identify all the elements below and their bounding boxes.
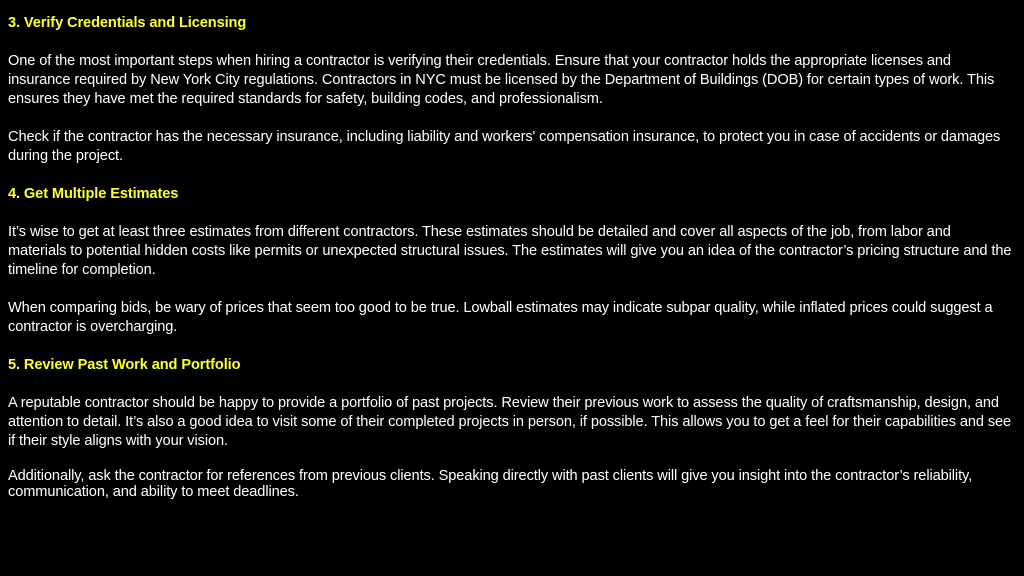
slide-content	[8, 14, 1012, 500]
spacer	[8, 33, 1012, 52]
paragraph-estimates-bids: When comparing bids, be wary of prices that seem too good to be true. Lowball estimates may indicate subpar quality, while inflated prices could suggest a contractor is overcharging.	[8, 300, 993, 335]
spacer	[8, 280, 1012, 299]
spacer	[8, 109, 1012, 128]
paragraph-credentials-intro: One of the most important steps when hiring a contractor is verifying their credentials. Ensure that your contractor holds the appropriate licenses and insurance required by New York City regulations. Contractors in NYC must be licensed by the Department of Buildings (DOB) for certain types of work. This ensures they have met the required standards for safety, building codes, and professionalism.	[8, 53, 995, 107]
spacer	[8, 337, 1012, 356]
paragraph-credentials-insurance: Check if the contractor has the necessary insurance, including liability and workers' compensation insurance, to protect you in case of accidents or damages during the project.	[8, 129, 1001, 164]
spacer	[8, 166, 1012, 185]
section-heading-multiple-estimates: 4. Get Multiple Estimates	[8, 186, 179, 202]
paragraph-portfolio-intro: A reputable contractor should be happy to provide a portfolio of past projects. Review their previous work to assess the quality of craftsmanship, design, and attention to detail. It’s also a good idea to visit some of their completed projects in person, if possible. This allows you to get a feel for their capabilities and see if their style aligns with your vision.	[8, 395, 1012, 449]
spacer	[8, 451, 1012, 468]
spacer	[8, 204, 1012, 223]
section-heading-verify-credentials: 3. Verify Credentials and Licensing	[8, 15, 247, 31]
section-heading-past-work: 5. Review Past Work and Portfolio	[8, 357, 241, 373]
spacer	[8, 375, 1012, 394]
paragraph-estimates-intro: It’s wise to get at least three estimates from different contractors. These estimates should be detailed and cover all aspects of the job, from labor and materials to potential hidden costs like permits or unexpected structural issues. The estimates will give you an idea of the contractor’s pricing structure and the timeline for completion.	[8, 224, 1012, 278]
paragraph-portfolio-references: Additionally, ask the contractor for references from previous clients. Speaking directly with past clients will give you insight into the contractor’s reliability, communication, and ability to meet deadlines.	[8, 468, 973, 500]
